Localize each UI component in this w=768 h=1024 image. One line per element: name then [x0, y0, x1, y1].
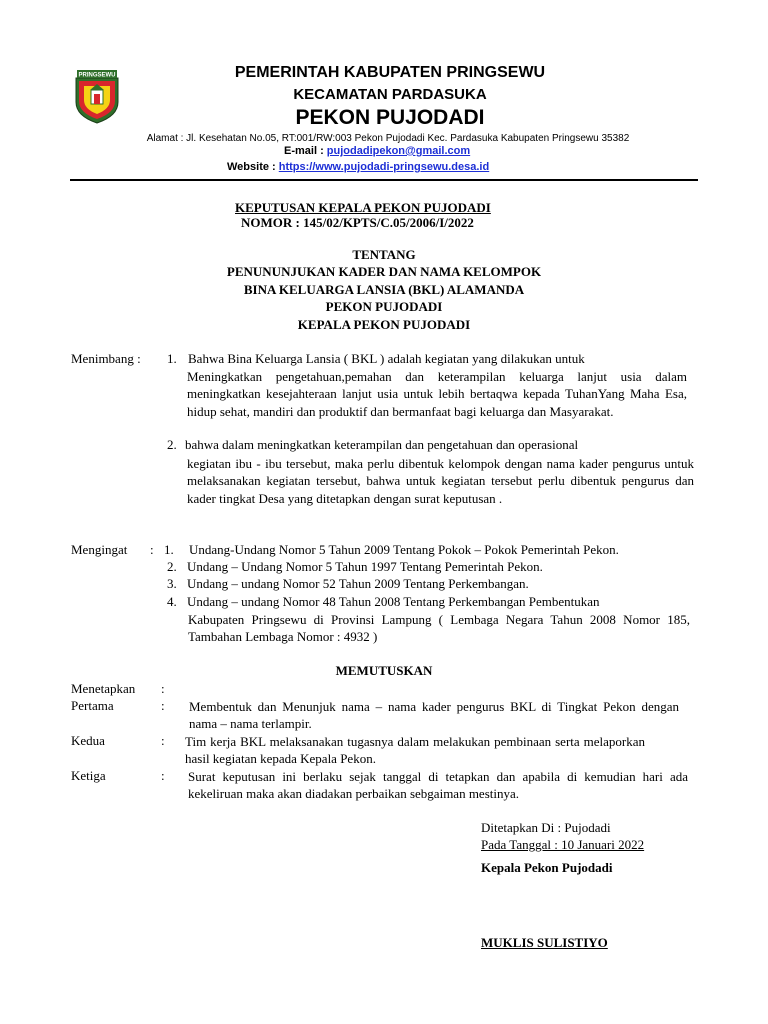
email-label: E-mail :	[284, 145, 324, 157]
mengingat-item-4-first-line: Undang – undang Nomor 48 Tahun 2008 Tentang Perkembangan Pembentukan	[187, 594, 600, 609]
signature-position: Kepala Pekon Pujodadi	[481, 860, 613, 875]
mengingat-item-4-body: Kabupaten Pringsewu di Provinsi Lampung ( Lembaga Negara Tahun 2008 Nomor 185, Tambahan Lembaga Nomor : 4932 )	[188, 612, 690, 645]
menimbang-label: Menimbang :	[71, 351, 141, 366]
memutuskan-heading: MEMUTUSKAN	[335, 663, 433, 678]
decree-number: NOMOR : 145/02/KPTS/C.05/2006/I/2022	[241, 215, 474, 230]
pertama-colon: :	[161, 698, 165, 713]
menetapkan-label: Menetapkan	[71, 681, 136, 696]
website-label: Website :	[227, 161, 276, 173]
letterhead-line-3: PEKON PUJODADI	[295, 106, 485, 129]
letterhead-address: Alamat : Jl. Kesehatan No.05, RT:001/RW:003 Pekon Pujodadi Kec. Pardasuka Kabupaten Pringsewu 35382	[146, 133, 630, 144]
mengingat-number-1: 1.	[164, 542, 174, 557]
logo-text: PRINGSEWU	[78, 72, 116, 79]
letterhead-line-1: PEMERINTAH KABUPATEN PRINGSEWU	[234, 64, 546, 81]
mengingat-item-2: Undang – Undang Nomor 5 Tahun 1997 Tentang Pemerintah Pekon.	[187, 559, 543, 574]
kedua-text: Tim kerja BKL melaksanakan tugasnya dalam melakukan pembinaan serta melaporkan hasil kegiatan kepada Kepala Pekon.	[185, 734, 645, 767]
menimbang-number-2: 2.	[167, 437, 177, 452]
mengingat-colon: :	[150, 542, 154, 557]
email-link[interactable]: pujodadipekon@gmail.com	[326, 145, 471, 157]
letterhead-website	[227, 161, 489, 173]
pertama-text: Membentuk dan Menunjuk nama – nama kader pengurus BKL di Tingkat Pekon dengan nama – nama terlampir.	[189, 699, 679, 732]
ketiga-colon: :	[161, 768, 165, 783]
letterhead-line-2: KECAMATAN PARDASUKA	[293, 86, 487, 103]
mengingat-number-2: 2.	[167, 559, 177, 574]
letterhead-email	[284, 145, 470, 157]
menimbang-item-2-first-line: bahwa dalam meningkatkan keterampilan dan pengetahuan dan operasional	[185, 437, 579, 452]
title-subject-1: PENUNUNJUKAN KADER DAN NAMA KELOMPOK	[226, 264, 542, 279]
ketiga-text: Surat keputusan ini berlaku sejak tanggal di tetapkan dan apabila di kemudian hari ada kekeliruan maka akan diadakan perbaikan sebgaiman mestinya.	[188, 769, 688, 802]
pringsewu-logo-icon	[72, 68, 122, 124]
mengingat-label: Mengingat	[71, 542, 128, 557]
kedua-colon: :	[161, 733, 165, 748]
website-link[interactable]: https://www.pujodadi-pringsewu.desa.id	[278, 161, 490, 173]
menimbang-item-2-body: kegiatan ibu - ibu tersebut, maka perlu dibentuk kelompok dengan nama kader pengurus untuk melaksanakan kegiatan tersebut, bahwa untuk kegiatan tersebut perlu dibentuk pengurus dan kader tingkat Desa yang ditetapkan dengan surat keputusan .	[187, 456, 694, 506]
mengingat-item-3: Undang – undang Nomor 52 Tahun 2009 Tentang Perkembangan.	[187, 576, 529, 591]
ketiga-label: Ketiga	[71, 768, 106, 783]
decree-title: KEPUTUSAN KEPALA PEKON PUJODADI	[235, 200, 491, 215]
pertama-label: Pertama	[71, 698, 114, 713]
kedua-label: Kedua	[71, 733, 105, 748]
title-subject-4: KEPALA PEKON PUJODADI	[297, 317, 471, 332]
title-subject-2: BINA KELUARGA LANSIA (BKL) ALAMANDA	[243, 282, 525, 297]
signatory-name: MUKLIS SULISTIYO	[481, 935, 608, 950]
signature-place: Ditetapkan Di : Pujodadi	[481, 820, 611, 835]
mengingat-number-4: 4.	[167, 594, 177, 609]
menimbang-number-1: 1.	[167, 351, 177, 366]
menetapkan-colon: :	[161, 681, 165, 696]
title-tentang: TENTANG	[352, 247, 416, 262]
menimbang-item-1-first-line: Bahwa Bina Keluarga Lansia ( BKL ) adalah kegiatan yang dilakukan untuk	[188, 351, 585, 366]
mengingat-number-3: 3.	[167, 576, 177, 591]
title-subject-3: PEKON PUJODADI	[325, 299, 443, 314]
menimbang-item-1-body: Meningkatkan pengetahuan,pemahan dan keterampilan keluarga lanjut usia dalam meningkatkan kesejahteraan lanjut usia untuk lebih bertaqwa kepada TuhanYang Maha Esa, hidup sehat, mandiri dan produktif dan bermanfaat bagi keluarga dan Masyarakat.	[187, 369, 687, 419]
signature-date: Pada Tanggal : 10 Januari 2022	[481, 837, 645, 852]
letterhead-divider	[70, 179, 698, 181]
mengingat-item-1: Undang-Undang Nomor 5 Tahun 2009 Tentang Pokok – Pokok Pemerintah Pekon.	[189, 542, 619, 557]
